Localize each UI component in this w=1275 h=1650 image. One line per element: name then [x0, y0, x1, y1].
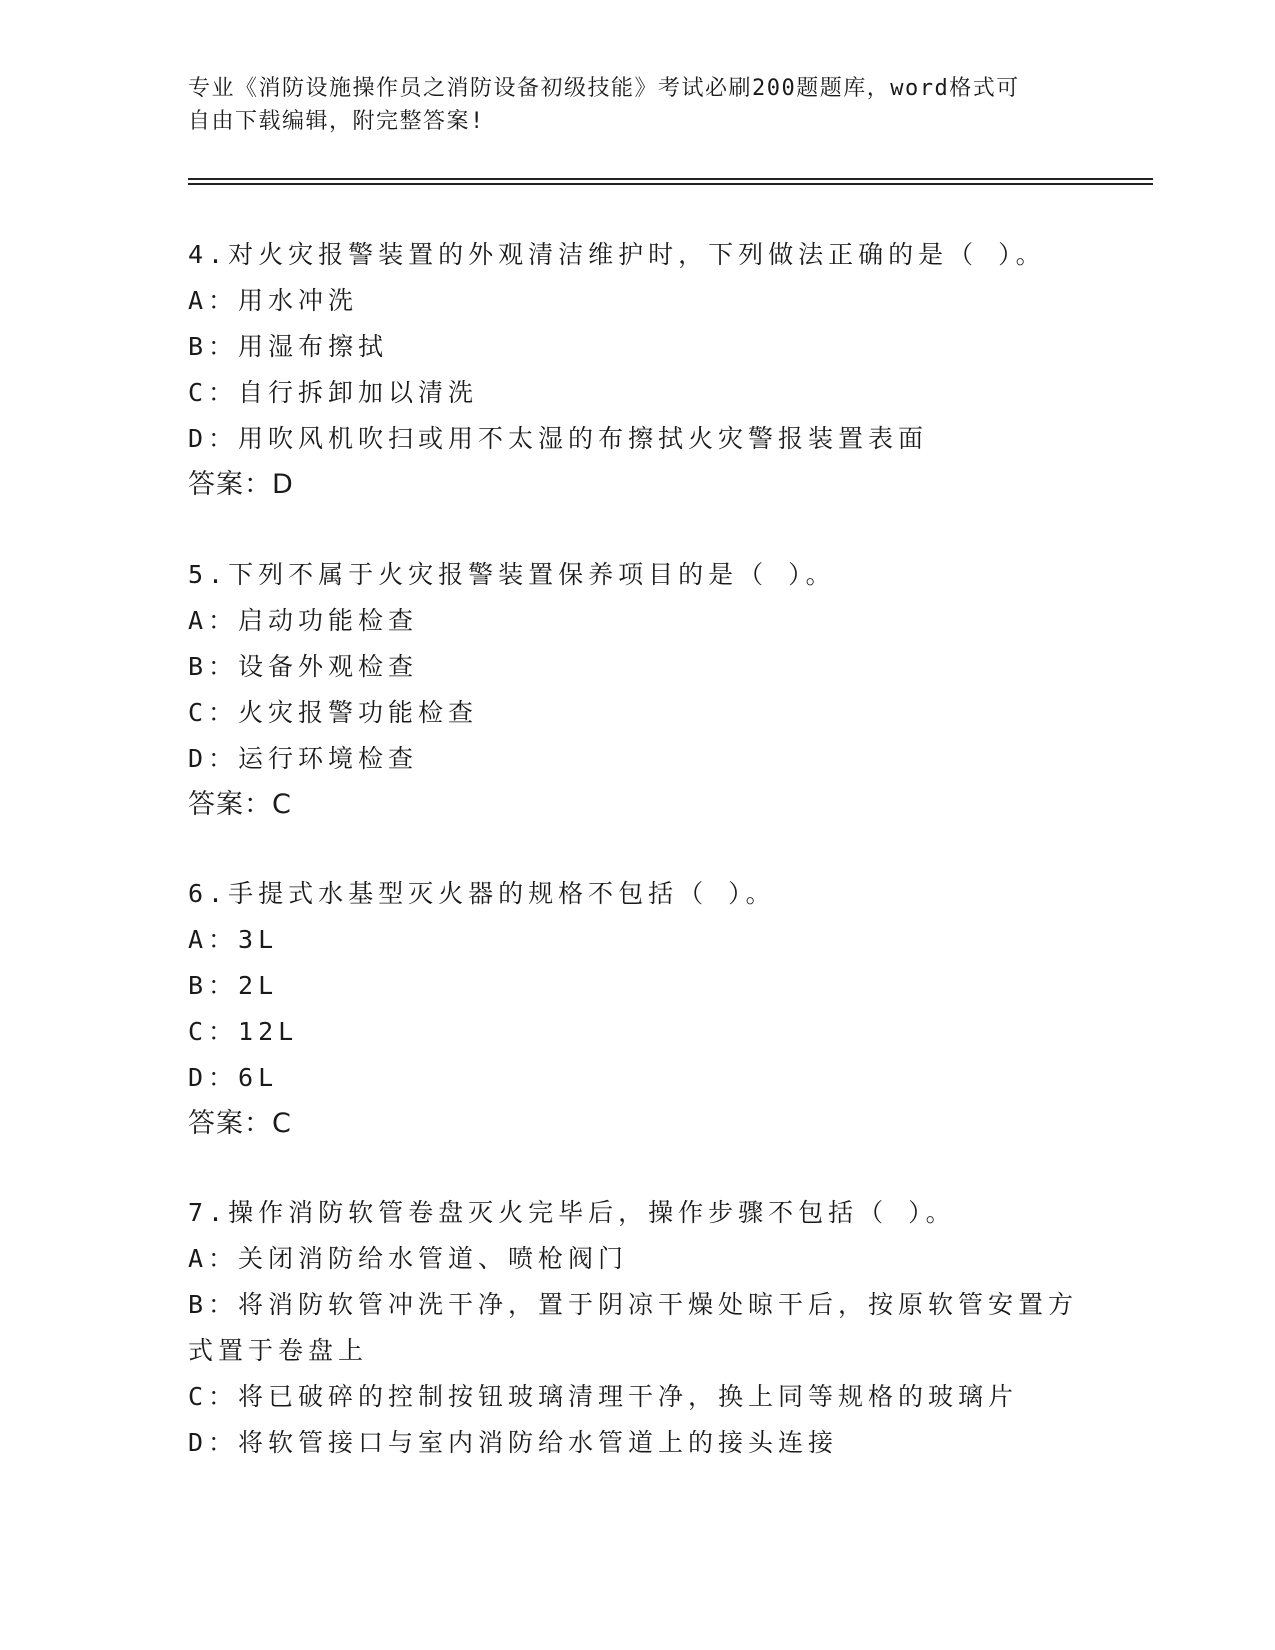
question-stem: 4.对火灾报警装置的外观清洁维护时，下列做法正确的是（ ）。	[188, 240, 1046, 269]
question-stem: 5.下列不属于火灾报警装置保养项目的是（ ）。	[188, 560, 836, 589]
answer: 答案：D	[188, 469, 294, 500]
option-b: B：2L	[188, 971, 279, 1000]
option-c: C：火灾报警功能检查	[188, 698, 479, 727]
option-a: A：3L	[188, 925, 279, 954]
answer: 答案：C	[188, 1108, 292, 1139]
option-d: D：将软管接口与室内消防给水管道上的接头连接	[188, 1428, 839, 1457]
option-d: D：运行环境检查	[188, 744, 419, 773]
answer: 答案：C	[188, 789, 292, 820]
option-a: A：用水冲洗	[188, 286, 359, 315]
question-5	[188, 552, 1148, 828]
question-7	[188, 1190, 1148, 1466]
header-divider-top	[188, 178, 1153, 180]
header-divider-bottom	[188, 183, 1153, 185]
question-stem: 7.操作消防软管卷盘灭火完毕后，操作步骤不包括（ ）。	[188, 1198, 956, 1227]
option-b: B：将消防软管冲洗干净，置于阴凉干燥处晾干后，按原软管安置方式置于卷盘上	[188, 1290, 1079, 1365]
option-a: A：启动功能检查	[188, 606, 419, 635]
option-b: B：用湿布擦拭	[188, 332, 389, 361]
option-d: D：6L	[188, 1063, 279, 1092]
option-d: D：用吹风机吹扫或用不太湿的布擦拭火灾警报装置表面	[188, 424, 929, 453]
question-4	[188, 232, 1148, 508]
header-line-2: 自由下载编辑，附完整答案!	[188, 109, 485, 134]
option-b: B：设备外观检查	[188, 652, 419, 681]
header-line-1: 专业《消防设施操作员之消防设备初级技能》考试必刷200题题库，word格式可	[188, 76, 1020, 101]
option-a: A：关闭消防给水管道、喷枪阀门	[188, 1244, 629, 1273]
option-c: C：自行拆卸加以清洗	[188, 378, 479, 407]
option-c: C：将已破碎的控制按钮玻璃清理干净，换上同等规格的玻璃片	[188, 1382, 1019, 1411]
question-6	[188, 871, 1148, 1147]
document-header	[188, 72, 1068, 138]
option-c: C：12L	[188, 1017, 299, 1046]
question-stem: 6.手提式水基型灭火器的规格不包括（ ）。	[188, 879, 776, 908]
